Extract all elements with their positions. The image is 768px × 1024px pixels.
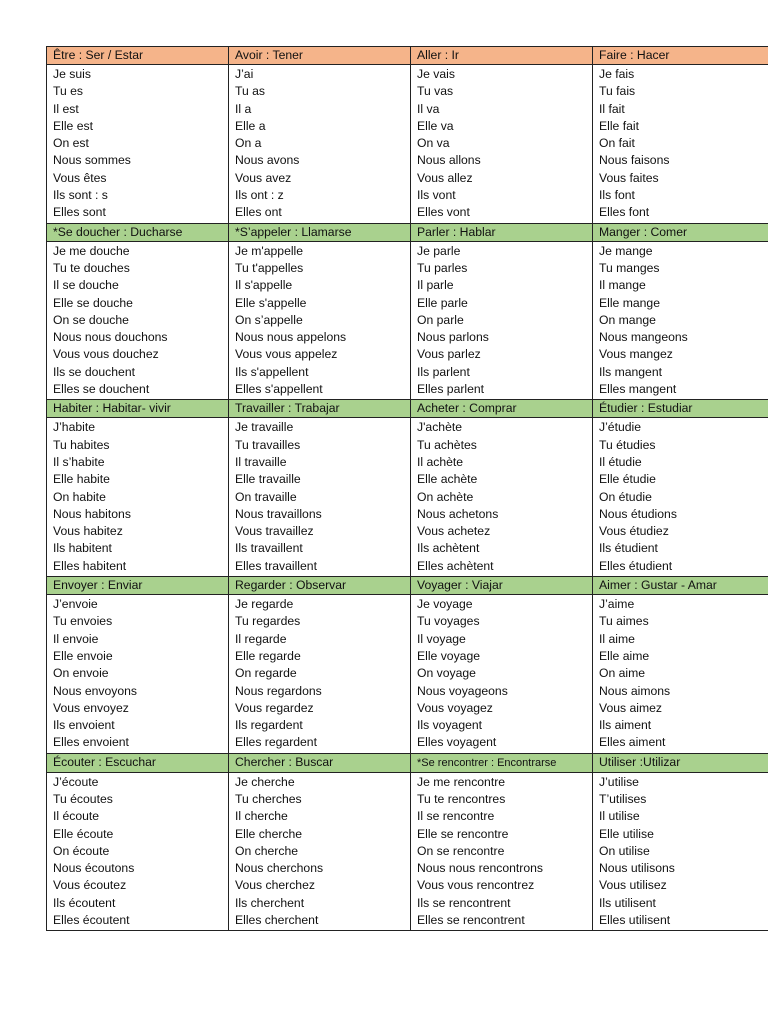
verb-title: Avoir : Tener	[235, 48, 303, 62]
conjugation-form: On va	[417, 136, 450, 151]
conjugation-form: Il voyage	[417, 631, 466, 646]
conjugation-form: Elle travaille	[235, 472, 301, 487]
conjugation-form: Il utilise	[599, 809, 640, 824]
conjugation-cell	[47, 772, 229, 931]
conjugation-form: Vous cherchez	[235, 878, 315, 893]
conjugation-form: Nous cherchons	[235, 861, 324, 876]
conjugation-cell	[229, 595, 411, 754]
verb-header	[411, 223, 593, 241]
conjugation-form: Vous utilisez	[599, 878, 667, 893]
conjugation-form: J'achète	[417, 420, 463, 435]
conjugation-form: Tu te douches	[53, 260, 130, 275]
verb-header-row	[47, 753, 768, 772]
conjugation-form: On voyage	[417, 666, 476, 681]
verb-header-row	[47, 400, 768, 418]
conjugation-form: Il parle	[417, 278, 454, 293]
conjugation-form: On est	[53, 136, 89, 151]
conjugation-form: Elles achètent	[417, 558, 494, 573]
conjugation-cell	[593, 595, 768, 754]
conjugation-form: Ils regardent	[235, 718, 303, 733]
conjugation-form: Il envoie	[53, 631, 99, 646]
verb-header	[229, 753, 411, 772]
conjugation-form: Il est	[53, 101, 79, 116]
conjugation-form: Nous nous douchons	[53, 330, 168, 345]
conjugation-form: Nous voyageons	[417, 683, 508, 698]
conjugation-form: J’envoie	[53, 597, 98, 612]
conjugation-cell	[411, 418, 593, 577]
conjugation-cell	[411, 241, 593, 400]
conjugation-cell	[229, 241, 411, 400]
conjugation-form: Je parle	[417, 243, 461, 258]
conjugation-row	[47, 241, 768, 400]
verb-header	[47, 47, 229, 65]
conjugation-form: Il s’habite	[53, 454, 105, 469]
verb-title: *Se doucher : Ducharse	[53, 224, 183, 239]
conjugation-cell	[593, 772, 768, 931]
conjugation-form: Je me rencontre	[417, 774, 506, 789]
conjugation-form: Tu achètes	[417, 437, 477, 452]
conjugation-form: Tu travailles	[235, 437, 301, 452]
conjugation-form: Vous étudiez	[599, 524, 669, 539]
verb-header	[229, 577, 411, 595]
verb-title: *S’appeler : Llamarse	[235, 224, 352, 239]
conjugation-form: Elle s'appelle	[235, 295, 307, 310]
conjugation-form: Nous regardons	[235, 683, 322, 698]
conjugation-form: Elles utilisent	[599, 913, 671, 928]
conjugation-form: Il va	[417, 101, 440, 116]
conjugation-form: Ils sont : s	[53, 188, 108, 203]
conjugation-form: Tu as	[235, 84, 266, 99]
conjugation-form: Nous envoyons	[53, 683, 138, 698]
conjugation-form: Vous êtes	[53, 170, 107, 185]
conjugation-form: Elles cherchent	[235, 913, 319, 928]
conjugation-form: Vous allez	[417, 170, 473, 185]
conjugation-form: J’étudie	[599, 420, 642, 435]
verb-title: Parler : Hablar	[417, 224, 496, 239]
conjugation-form: Tu cherches	[235, 791, 302, 806]
conjugation-form: On s’appelle	[235, 312, 303, 327]
conjugation-form: Elle fait	[599, 118, 639, 133]
conjugation-form: Elle a	[235, 118, 266, 133]
conjugation-form: Elles vont	[417, 205, 470, 220]
conjugation-form: Vous vous rencontrez	[417, 878, 535, 893]
conjugation-form: Je cherche	[235, 774, 295, 789]
conjugation-form: Nous nous appelons	[235, 330, 347, 345]
conjugation-form: Il aime	[599, 631, 635, 646]
conjugation-form: Tu aimes	[599, 614, 649, 629]
conjugation-cell	[593, 241, 768, 400]
conjugation-form: Elles se rencontrent	[417, 913, 525, 928]
conjugation-form: Nous parlons	[417, 330, 489, 345]
verb-header	[411, 400, 593, 418]
conjugation-form: Il a	[235, 101, 252, 116]
verb-title: *Se rencontrer : Encontrarse	[417, 756, 557, 769]
conjugation-form: Elles ont	[235, 205, 282, 220]
conjugation-form: Nous utilisons	[599, 861, 675, 876]
conjugation-form: Ils se rencontrent	[417, 895, 511, 910]
conjugation-row	[47, 595, 768, 754]
verb-title: Faire : Hacer	[599, 48, 670, 62]
conjugation-form: Tu te rencontres	[417, 791, 506, 806]
conjugation-form: Vous voyagez	[417, 700, 493, 715]
verb-header	[593, 753, 768, 772]
verb-header	[47, 223, 229, 241]
conjugation-form: Elle envoie	[53, 648, 113, 663]
verb-header	[47, 577, 229, 595]
conjugation-form: Elle se douche	[53, 295, 133, 310]
conjugation-form: Ils travaillent	[235, 541, 303, 556]
conjugation-row	[47, 418, 768, 577]
verb-header-row	[47, 223, 768, 241]
verb-title: Aimer : Gustar - Amar	[599, 578, 717, 593]
conjugation-form: Ils voyagent	[417, 718, 483, 733]
verb-title: Être : Ser / Estar	[53, 48, 144, 62]
conjugation-form: Vous avez	[235, 170, 292, 185]
conjugation-form: Il cherche	[235, 809, 288, 824]
conjugation-form: Je vais	[417, 67, 455, 81]
conjugation-form: Nous avons	[235, 153, 300, 168]
conjugation-form: Tu voyages	[417, 614, 480, 629]
conjugation-form: Elle écoute	[53, 826, 114, 841]
conjugation-form: Tu écoutes	[53, 791, 113, 806]
conjugation-form: Elles mangent	[599, 382, 677, 397]
verb-title: Voyager : Viajar	[417, 578, 503, 593]
conjugation-form: Nous mangeons	[599, 330, 688, 345]
conjugation-form: Elles font	[599, 205, 650, 220]
conjugation-form: Vous parlez	[417, 347, 481, 362]
conjugation-form: Nous allons	[417, 153, 481, 168]
conjugation-form: Je me douche	[53, 243, 130, 258]
verb-header	[593, 47, 768, 65]
conjugation-form: Tu habites	[53, 437, 110, 452]
conjugation-form: Elles voyagent	[417, 735, 497, 750]
conjugation-form: On se rencontre	[417, 843, 505, 858]
conjugation-cell	[229, 772, 411, 931]
conjugation-form: Elles sont	[53, 205, 106, 220]
conjugation-form: Elles envoient	[53, 735, 129, 750]
conjugation-form: Elle étudie	[599, 472, 656, 487]
conjugation-form: Nous achetons	[417, 506, 499, 521]
conjugation-form: Il écoute	[53, 809, 100, 824]
conjugation-form: Il se douche	[53, 278, 119, 293]
conjugation-form: Elles aiment	[599, 735, 666, 750]
conjugation-form: Elles se douchent	[53, 382, 150, 397]
verb-title: Chercher : Buscar	[235, 754, 334, 769]
conjugation-form: J’écoute	[53, 774, 99, 789]
conjugation-form: J’ai	[235, 67, 254, 81]
conjugation-form: Il mange	[599, 278, 646, 293]
conjugation-form: Vous achetez	[417, 524, 491, 539]
conjugation-form: On étudie	[599, 489, 652, 504]
conjugation-cell	[411, 595, 593, 754]
verb-header	[593, 577, 768, 595]
conjugation-form: Elles travaillent	[235, 558, 317, 573]
verb-title: Manger : Comer	[599, 224, 688, 239]
conjugation-form: Tu es	[53, 84, 84, 99]
conjugation-form: On fait	[599, 136, 635, 151]
conjugation-form: Il regarde	[235, 631, 287, 646]
conjugation-row	[47, 65, 768, 224]
conjugation-form: Nous sommes	[53, 153, 131, 168]
verb-title: Étudier : Estudiar	[599, 401, 693, 416]
conjugation-form: Tu parles	[417, 260, 468, 275]
conjugation-form: On écoute	[53, 843, 110, 858]
conjugation-form: Elle voyage	[417, 648, 481, 663]
conjugation-form: Tu t'appelles	[235, 260, 304, 275]
conjugation-form: Elle cherche	[235, 826, 303, 841]
verb-header	[47, 400, 229, 418]
conjugation-form: Je voyage	[417, 597, 473, 612]
conjugation-form: Ils envoient	[53, 718, 115, 733]
conjugation-form: T’utilises	[599, 791, 647, 806]
verb-header	[593, 223, 768, 241]
conjugation-form: Tu fais	[599, 84, 636, 99]
conjugation-form: Ils utilisent	[599, 895, 656, 910]
conjugation-form: On habite	[53, 489, 106, 504]
conjugation-form: Vous vous appelez	[235, 347, 338, 362]
conjugation-cell	[411, 65, 593, 224]
conjugation-form: Ils écoutent	[53, 895, 116, 910]
conjugation-form: Elles regardent	[235, 735, 317, 750]
conjugation-form: On aime	[599, 666, 646, 681]
conjugation-form: Il étudie	[599, 454, 642, 469]
conjugation-form: Je suis	[53, 67, 91, 81]
conjugation-form: Tu envoies	[53, 614, 113, 629]
conjugation-form: Tu regardes	[235, 614, 301, 629]
conjugation-form: Il s'appelle	[235, 278, 293, 293]
verb-title: Utiliser :Utilizar	[599, 754, 681, 769]
verb-header	[593, 400, 768, 418]
conjugation-cell	[47, 241, 229, 400]
conjugation-form: On regarde	[235, 666, 297, 681]
conjugation-form: Tu étudies	[599, 437, 656, 452]
conjugation-form: Ils s'appellent	[235, 364, 309, 379]
conjugation-form: Nous habitons	[53, 506, 131, 521]
conjugation-form: Il fait	[599, 101, 625, 116]
conjugation-form: Ils se douchent	[53, 364, 135, 379]
conjugation-form: On cherche	[235, 843, 299, 858]
conjugation-form: On envoie	[53, 666, 109, 681]
conjugation-form: Vous regardez	[235, 700, 314, 715]
conjugation-form: Vous faites	[599, 170, 659, 185]
conjugation-cell	[47, 65, 229, 224]
conjugation-cell	[47, 595, 229, 754]
conjugation-form: J’habite	[53, 420, 96, 435]
verb-title: Acheter : Comprar	[417, 401, 517, 416]
conjugation-form: Vous écoutez	[53, 878, 127, 893]
conjugation-form: Elles s'appellent	[235, 382, 323, 397]
conjugation-form: Vous travaillez	[235, 524, 314, 539]
conjugation-form: Ils vont	[417, 188, 456, 203]
verb-header	[229, 400, 411, 418]
conjugation-form: Vous vous douchez	[53, 347, 159, 362]
conjugation-form: Nous faisons	[599, 153, 670, 168]
conjugation-form: Tu vas	[417, 84, 454, 99]
conjugation-form: Elle est	[53, 118, 93, 133]
verb-header-row	[47, 577, 768, 595]
verb-title: Envoyer : Enviar	[53, 578, 143, 593]
verb-title: Aller : Ir	[417, 48, 459, 62]
conjugation-form: On travaille	[235, 489, 297, 504]
verb-title: Écouter : Escuchar	[53, 754, 156, 769]
conjugation-form: Ils ont : z	[235, 188, 284, 203]
conjugation-form: Elles habitent	[53, 558, 127, 573]
conjugation-form: Ils mangent	[599, 364, 663, 379]
conjugation-form: Elle parle	[417, 295, 468, 310]
conjugation-form: Elle habite	[53, 472, 110, 487]
conjugation-form: Ils font	[599, 188, 635, 203]
conjugation-form: J’aime	[599, 597, 635, 612]
verb-title: Habiter : Habitar- vivir	[53, 401, 171, 416]
conjugation-form: J’utilise	[599, 774, 639, 789]
conjugation-form: Je mange	[599, 243, 653, 258]
verb-title: Regarder : Observar	[235, 578, 347, 593]
conjugation-cell	[229, 418, 411, 577]
conjugation-form: Ils étudient	[599, 541, 658, 556]
verb-title: Travailler : Trabajar	[235, 401, 340, 416]
conjugation-cell	[411, 772, 593, 931]
verb-header	[229, 223, 411, 241]
conjugation-form: Elle achète	[417, 472, 478, 487]
conjugation-form: Nous étudions	[599, 506, 677, 521]
conjugation-form: On achète	[417, 489, 474, 504]
conjugation-form: Ils cherchent	[235, 895, 305, 910]
conjugation-form: Elles écoutent	[53, 913, 130, 928]
conjugation-form: Je m'appelle	[235, 243, 304, 258]
conjugation-form: Ils aiment	[599, 718, 652, 733]
verb-header	[411, 753, 593, 772]
conjugation-form: On a	[235, 136, 262, 151]
conjugation-form: On parle	[417, 312, 464, 327]
conjugation-form: Tu manges	[599, 260, 660, 275]
conjugation-form: Il se rencontre	[417, 809, 495, 824]
verb-header	[229, 47, 411, 65]
verb-header	[47, 753, 229, 772]
conjugation-table	[46, 46, 768, 931]
conjugation-form: Nous écoutons	[53, 861, 135, 876]
conjugation-form: Elle utilise	[599, 826, 654, 841]
conjugation-form: Je regarde	[235, 597, 294, 612]
conjugation-form: On mange	[599, 312, 656, 327]
conjugation-form: Il travaille	[235, 454, 287, 469]
conjugation-form: Ils habitent	[53, 541, 112, 556]
conjugation-form: Vous habitez	[53, 524, 123, 539]
conjugation-form: Elle se rencontre	[417, 826, 509, 841]
conjugation-form: Il achète	[417, 454, 464, 469]
verb-header	[411, 577, 593, 595]
verb-header	[411, 47, 593, 65]
conjugation-row	[47, 772, 768, 931]
conjugation-form: Vous mangez	[599, 347, 673, 362]
verb-header-row	[47, 47, 768, 65]
conjugation-form: Ils achètent	[417, 541, 480, 556]
conjugation-cell	[47, 418, 229, 577]
conjugation-form: Elle aime	[599, 648, 650, 663]
conjugation-form: Elle regarde	[235, 648, 301, 663]
conjugation-form: On utilise	[599, 843, 650, 858]
conjugation-form: Je travaille	[235, 420, 294, 435]
conjugation-table-body	[47, 47, 768, 931]
conjugation-form: Vous envoyez	[53, 700, 129, 715]
conjugation-form: Nous aimons	[599, 683, 671, 698]
conjugation-form: On se douche	[53, 312, 129, 327]
conjugation-form: Je fais	[599, 67, 635, 81]
conjugation-form: Ils parlent	[417, 364, 470, 379]
conjugation-form: Nous nous rencontrons	[417, 861, 544, 876]
conjugation-form: Elles parlent	[417, 382, 485, 397]
conjugation-form: Elle mange	[599, 295, 660, 310]
conjugation-form: Elle va	[417, 118, 454, 133]
conjugation-form: Vous aimez	[599, 700, 663, 715]
conjugation-cell	[593, 65, 768, 224]
conjugation-cell	[593, 418, 768, 577]
conjugation-cell	[229, 65, 411, 224]
conjugation-form: Nous travaillons	[235, 506, 322, 521]
conjugation-form: Elles étudient	[599, 558, 673, 573]
